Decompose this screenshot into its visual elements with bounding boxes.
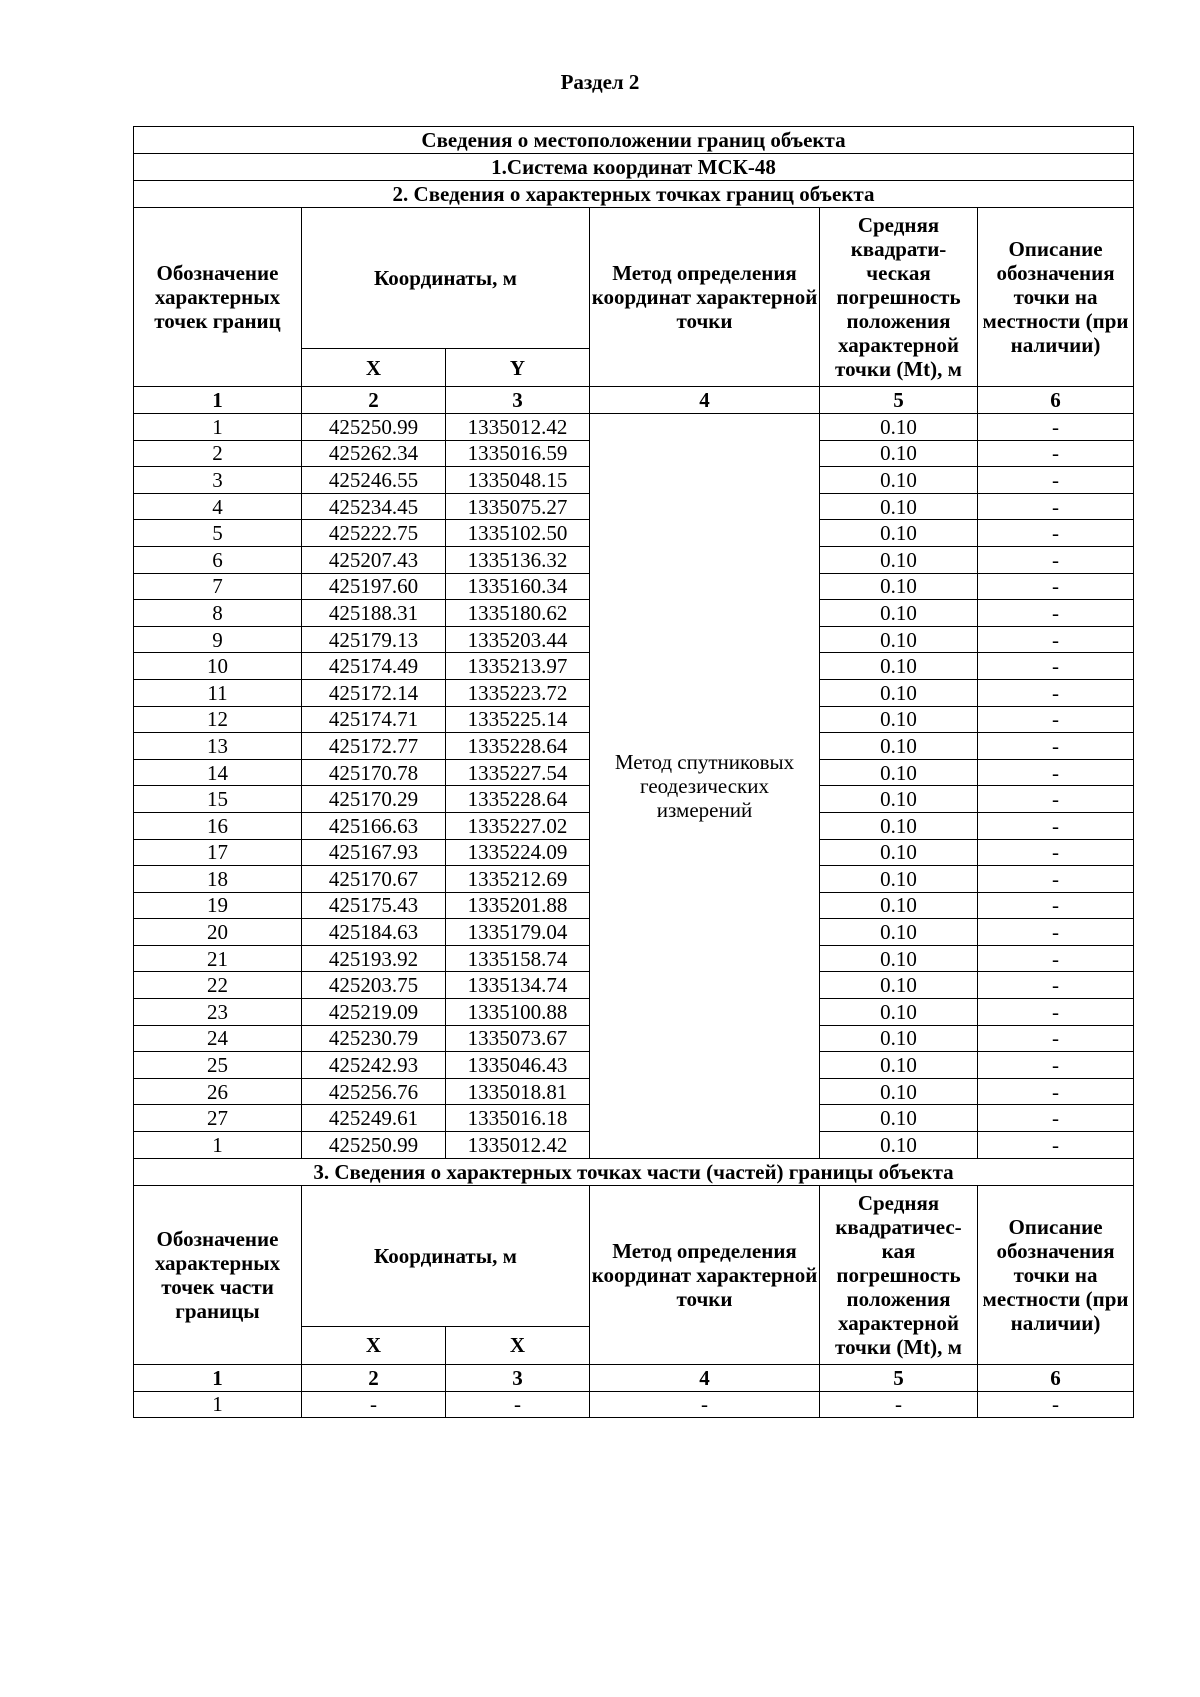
coord-x: 425170.29 xyxy=(302,786,446,813)
point-number: 25 xyxy=(134,1052,302,1079)
error-value: 0.10 xyxy=(820,759,978,786)
point-number: 24 xyxy=(134,1025,302,1052)
coord-y: 1335212.69 xyxy=(446,866,590,893)
coord-x: 425230.79 xyxy=(302,1025,446,1052)
coord-x: 425219.09 xyxy=(302,999,446,1026)
header-x: X xyxy=(302,1326,446,1364)
col-number: 3 xyxy=(446,387,590,414)
col-number-row xyxy=(134,1364,1134,1391)
header-y: X xyxy=(446,1326,590,1364)
point-number: 6 xyxy=(134,546,302,573)
header-method: Метод определения координат характерной точки xyxy=(590,208,820,387)
coord-y: 1335223.72 xyxy=(446,679,590,706)
description-value: - xyxy=(978,1052,1134,1079)
col-number: 2 xyxy=(302,1364,446,1391)
coord-y: 1335179.04 xyxy=(446,919,590,946)
table-row xyxy=(134,414,1134,441)
error-value: 0.10 xyxy=(820,1078,978,1105)
col-number: 4 xyxy=(590,387,820,414)
description-value: - xyxy=(978,866,1134,893)
header-x: X xyxy=(302,349,446,387)
coord-y: 1335018.81 xyxy=(446,1078,590,1105)
point-number: 3 xyxy=(134,467,302,494)
coord-x: 425249.61 xyxy=(302,1105,446,1132)
header-point: Обозначение характерных точек части границы xyxy=(134,1185,302,1364)
error-value: 0.10 xyxy=(820,999,978,1026)
coord-x: 425256.76 xyxy=(302,1078,446,1105)
coord-y: 1335201.88 xyxy=(446,892,590,919)
coord-y: 1335048.15 xyxy=(446,467,590,494)
coord-x: - xyxy=(302,1391,446,1418)
coord-x: 425197.60 xyxy=(302,573,446,600)
error-value: 0.10 xyxy=(820,546,978,573)
coord-y: 1335180.62 xyxy=(446,600,590,627)
description-value: - xyxy=(978,414,1134,441)
method-cell: Метод спутниковых геодезических измерений xyxy=(590,414,820,1159)
coord-x: 425167.93 xyxy=(302,839,446,866)
description-value: - xyxy=(978,733,1134,760)
point-number: 13 xyxy=(134,733,302,760)
coord-y: 1335102.50 xyxy=(446,520,590,547)
coord-y: 1335075.27 xyxy=(446,493,590,520)
coord-x: 425242.93 xyxy=(302,1052,446,1079)
description-value: - xyxy=(978,759,1134,786)
error-value: 0.10 xyxy=(820,972,978,999)
point-number: 2 xyxy=(134,440,302,467)
error-value: 0.10 xyxy=(820,919,978,946)
coord-y: 1335012.42 xyxy=(446,414,590,441)
coord-y: 1335228.64 xyxy=(446,786,590,813)
coord-x: 425234.45 xyxy=(302,493,446,520)
point-number: 26 xyxy=(134,1078,302,1105)
description-value: - xyxy=(978,945,1134,972)
header-description: Описание обозначения точки на местности (при наличии) xyxy=(978,208,1134,387)
error-value: 0.10 xyxy=(820,679,978,706)
description-value: - xyxy=(978,1078,1134,1105)
coord-x: 425172.14 xyxy=(302,679,446,706)
description-value: - xyxy=(978,546,1134,573)
error-value: 0.10 xyxy=(820,812,978,839)
error-value: 0.10 xyxy=(820,1052,978,1079)
point-number: 7 xyxy=(134,573,302,600)
point-number: 10 xyxy=(134,653,302,680)
col-number: 6 xyxy=(978,387,1134,414)
error-value: 0.10 xyxy=(820,573,978,600)
coord-system: 1.Система координат МСК-48 xyxy=(134,154,1134,181)
error-value: - xyxy=(820,1391,978,1418)
error-value: 0.10 xyxy=(820,1132,978,1159)
coord-x: 425172.77 xyxy=(302,733,446,760)
point-number: 22 xyxy=(134,972,302,999)
error-value: 0.10 xyxy=(820,706,978,733)
description-value: - xyxy=(978,1025,1134,1052)
description-value: - xyxy=(978,493,1134,520)
description-value: - xyxy=(978,573,1134,600)
table-title: Сведения о местоположении границ объекта xyxy=(134,127,1134,154)
col-number: 3 xyxy=(446,1364,590,1391)
description-value: - xyxy=(978,706,1134,733)
coord-x: 425174.71 xyxy=(302,706,446,733)
coord-y: 1335134.74 xyxy=(446,972,590,999)
point-number: 14 xyxy=(134,759,302,786)
coord-y: 1335227.02 xyxy=(446,812,590,839)
coord-x: 425203.75 xyxy=(302,972,446,999)
coord-y: 1335016.59 xyxy=(446,440,590,467)
coord-x: 425193.92 xyxy=(302,945,446,972)
coord-x: 425170.78 xyxy=(302,759,446,786)
header-description: Описание обозначения точки на местности (при наличии) xyxy=(978,1185,1134,1364)
coord-y: 1335012.42 xyxy=(446,1132,590,1159)
coord-y: 1335228.64 xyxy=(446,733,590,760)
description-value: - xyxy=(978,600,1134,627)
error-value: 0.10 xyxy=(820,892,978,919)
error-value: 0.10 xyxy=(820,786,978,813)
coord-x: 425246.55 xyxy=(302,467,446,494)
description-value: - xyxy=(978,1132,1134,1159)
error-value: 0.10 xyxy=(820,1025,978,1052)
point-number: 9 xyxy=(134,626,302,653)
point-number: 5 xyxy=(134,520,302,547)
point-number: 23 xyxy=(134,999,302,1026)
point-number: 21 xyxy=(134,945,302,972)
error-value: 0.10 xyxy=(820,414,978,441)
point-number: 18 xyxy=(134,866,302,893)
error-value: 0.10 xyxy=(820,733,978,760)
description-value: - xyxy=(978,440,1134,467)
error-value: 0.10 xyxy=(820,1105,978,1132)
coord-y: 1335224.09 xyxy=(446,839,590,866)
description-value: - xyxy=(978,812,1134,839)
error-value: 0.10 xyxy=(820,866,978,893)
header-y: Y xyxy=(446,349,590,387)
point-number: 17 xyxy=(134,839,302,866)
error-value: 0.10 xyxy=(820,493,978,520)
point-number: 19 xyxy=(134,892,302,919)
header-error: Средняя квадрати-ческая погрешность положения характерной точки (Mt), м xyxy=(820,208,978,387)
description-value: - xyxy=(978,999,1134,1026)
coord-x: 425262.34 xyxy=(302,440,446,467)
description-value: - xyxy=(978,467,1134,494)
coord-x: 425207.43 xyxy=(302,546,446,573)
error-value: 0.10 xyxy=(820,520,978,547)
description-value: - xyxy=(978,919,1134,946)
coord-y: 1335073.67 xyxy=(446,1025,590,1052)
coord-x: 425250.99 xyxy=(302,1132,446,1159)
error-value: 0.10 xyxy=(820,945,978,972)
method-value: - xyxy=(590,1391,820,1418)
coord-x: 425179.13 xyxy=(302,626,446,653)
coord-x: 425175.43 xyxy=(302,892,446,919)
error-value: 0.10 xyxy=(820,839,978,866)
col-number: 1 xyxy=(134,1364,302,1391)
boundary-table xyxy=(133,126,1134,1418)
point-number: 11 xyxy=(134,679,302,706)
coord-y: 1335203.44 xyxy=(446,626,590,653)
description-value: - xyxy=(978,626,1134,653)
error-value: 0.10 xyxy=(820,440,978,467)
coord-y: 1335136.32 xyxy=(446,546,590,573)
coord-x: 425188.31 xyxy=(302,600,446,627)
coord-y: 1335046.43 xyxy=(446,1052,590,1079)
coord-y: 1335016.18 xyxy=(446,1105,590,1132)
point-number: 16 xyxy=(134,812,302,839)
error-value: 0.10 xyxy=(820,600,978,627)
point-number: 27 xyxy=(134,1105,302,1132)
part3-heading: 3. Сведения о характерных точках части (частей) границы объекта xyxy=(134,1158,1134,1185)
description-value: - xyxy=(978,1105,1134,1132)
coord-y: 1335160.34 xyxy=(446,573,590,600)
point-number: 1 xyxy=(134,414,302,441)
description-value: - xyxy=(978,520,1134,547)
description-value: - xyxy=(978,972,1134,999)
description-value: - xyxy=(978,1391,1134,1418)
col-number: 2 xyxy=(302,387,446,414)
point-number: 20 xyxy=(134,919,302,946)
col-number: 6 xyxy=(978,1364,1134,1391)
point-number: 15 xyxy=(134,786,302,813)
col-number: 4 xyxy=(590,1364,820,1391)
point-number: 1 xyxy=(134,1391,302,1418)
error-value: 0.10 xyxy=(820,626,978,653)
part2-heading: 2. Сведения о характерных точках границ объекта xyxy=(134,181,1134,208)
coord-y: - xyxy=(446,1391,590,1418)
col-number: 1 xyxy=(134,387,302,414)
coord-x: 425170.67 xyxy=(302,866,446,893)
coord-y: 1335158.74 xyxy=(446,945,590,972)
point-number: 4 xyxy=(134,493,302,520)
col-number: 5 xyxy=(820,387,978,414)
description-value: - xyxy=(978,839,1134,866)
header-method: Метод определения координат характерной точки xyxy=(590,1185,820,1364)
col-number: 5 xyxy=(820,1364,978,1391)
coord-y: 1335100.88 xyxy=(446,999,590,1026)
description-value: - xyxy=(978,892,1134,919)
error-value: 0.10 xyxy=(820,467,978,494)
col-number-row xyxy=(134,387,1134,414)
description-value: - xyxy=(978,653,1134,680)
header-coords: Координаты, м xyxy=(302,1185,590,1326)
point-number: 8 xyxy=(134,600,302,627)
header-point: Обозначение характерных точек границ xyxy=(134,208,302,387)
section-title: Раздел 2 xyxy=(560,70,640,94)
header-coords: Координаты, м xyxy=(302,208,590,349)
description-value: - xyxy=(978,679,1134,706)
point-number: 1 xyxy=(134,1132,302,1159)
coord-x: 425250.99 xyxy=(302,414,446,441)
point-number: 12 xyxy=(134,706,302,733)
table-row xyxy=(134,1391,1134,1418)
description-value: - xyxy=(978,786,1134,813)
coord-x: 425174.49 xyxy=(302,653,446,680)
coord-y: 1335213.97 xyxy=(446,653,590,680)
coord-y: 1335227.54 xyxy=(446,759,590,786)
coord-y: 1335225.14 xyxy=(446,706,590,733)
coord-x: 425222.75 xyxy=(302,520,446,547)
coord-x: 425184.63 xyxy=(302,919,446,946)
header-error: Средняя квадратичес-кая погрешность положения характерной точки (Mt), м xyxy=(820,1185,978,1364)
coord-x: 425166.63 xyxy=(302,812,446,839)
error-value: 0.10 xyxy=(820,653,978,680)
